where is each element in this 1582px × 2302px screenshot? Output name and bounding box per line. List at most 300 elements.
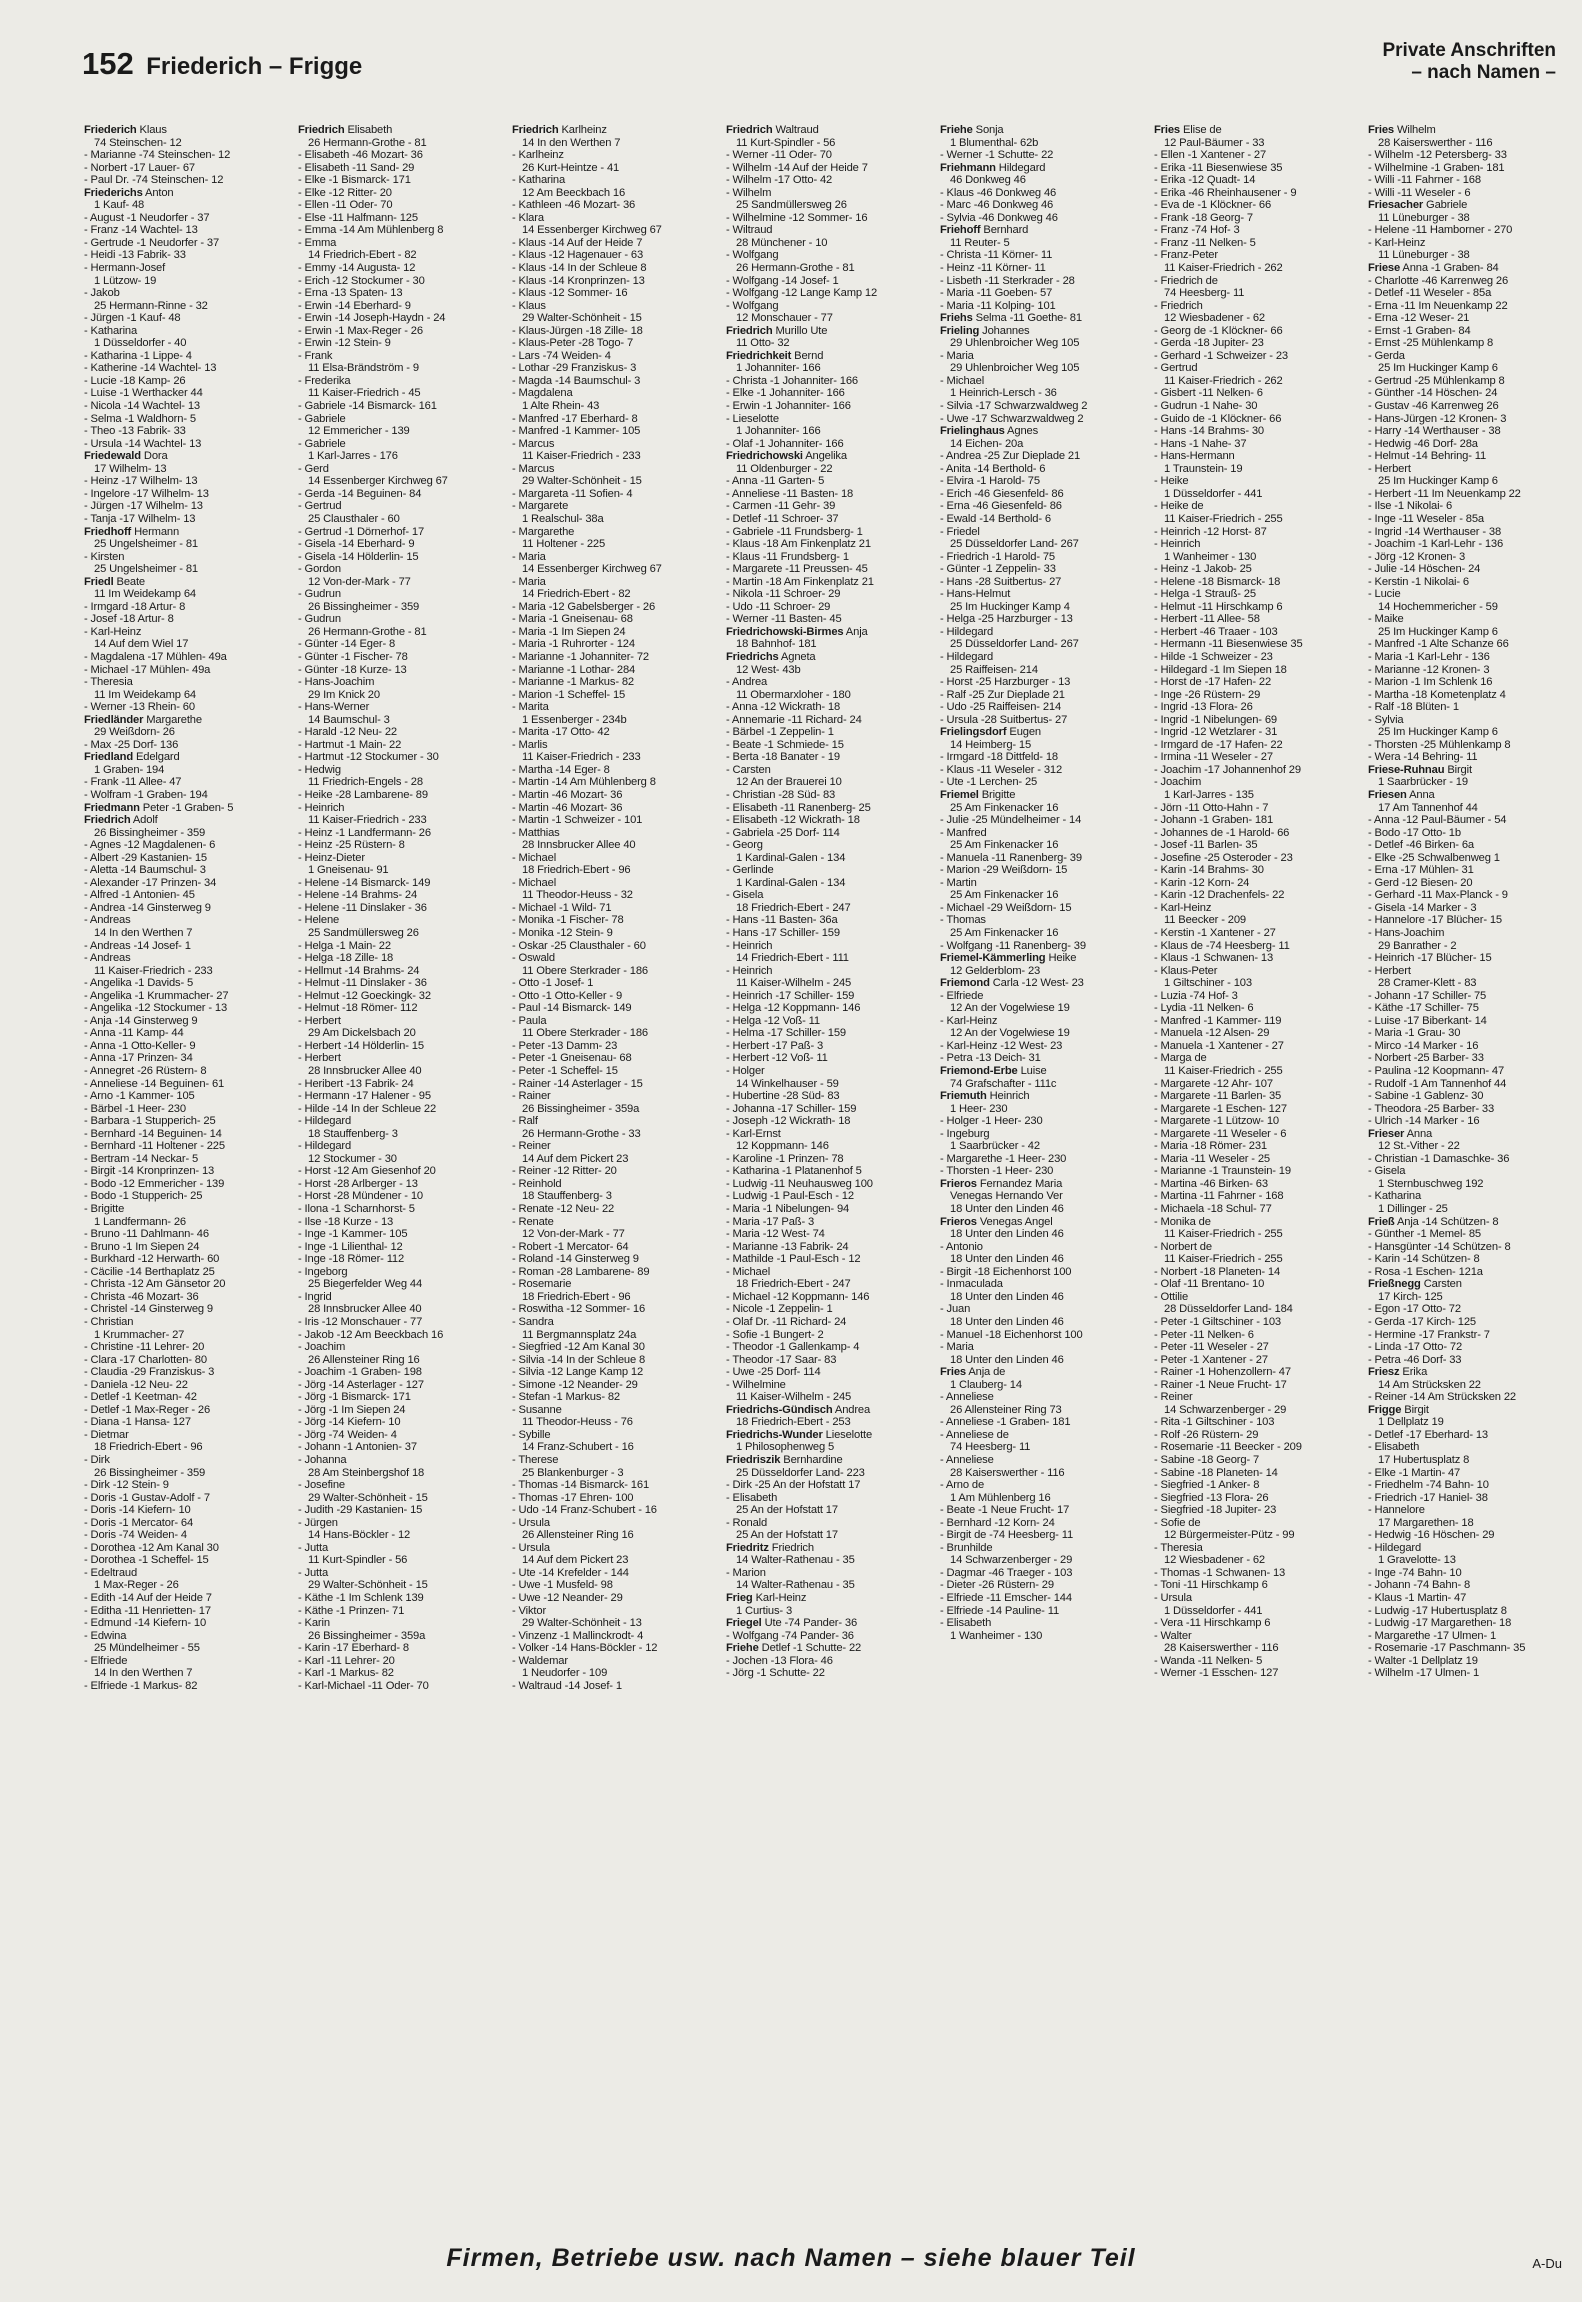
listing-entry: - Maike [1368, 613, 1404, 626]
listing-entry: - Ronald [726, 1516, 768, 1529]
listing-entry: - Detlef -1 Max-Reger - 26 [84, 1403, 211, 1416]
listing-entry: - Erich -12 Stockumer - 30 [298, 274, 425, 287]
listing-entry: - Sabine -18 Planeten- 14 [1154, 1466, 1278, 1479]
listing-entry: - Luzia -74 Hof- 3 [1154, 989, 1238, 1002]
listing-entry: - Elisabeth -11 Ranenberg- 25 [726, 801, 871, 814]
listing-entry: - Linda -17 Otto- 72 [1368, 1341, 1463, 1354]
listing-entry: 12 An der Brauerei 10 [736, 776, 842, 789]
listing-entry: - Karin [298, 1617, 330, 1630]
listing-entry: - Albert -29 Kastanien- 15 [84, 851, 207, 864]
listing-entry: 1 Düsseldorfer - 441 [1164, 1604, 1263, 1617]
listing-entry: - Therese [512, 1453, 559, 1466]
listing-entry: - Wilhelm -17 Ulmen- 1 [1368, 1667, 1480, 1680]
listing-entry: 25 Im Huckinger Kamp 6 [1378, 362, 1498, 375]
listing-entry: Fries Wilhelm [1368, 124, 1436, 136]
listing-entry: - Paulina -12 Koopmann- 47 [1368, 1065, 1505, 1078]
listing-entry: - Christian -28 Süd- 83 [726, 788, 836, 801]
listing-entry: - Birgit -14 Kronprinzen- 13 [84, 1165, 215, 1178]
listing-entry: - Werner -11 Basten- 45 [726, 613, 842, 626]
listing-entry: - Else -11 Halfmann- 125 [298, 211, 418, 224]
listing-entry: Friemel-Kämmerling Heike [940, 952, 1077, 965]
listing-entry: - Magdalena -17 Mühlen- 49a [84, 650, 227, 663]
listing-entry: - Irmgard de -17 Hafen- 22 [1154, 738, 1283, 751]
listing-entry: - Carsten [726, 763, 771, 776]
listing-entry: 14 Eichen- 20a [950, 437, 1024, 450]
listing-entry: 11 Otto- 32 [736, 337, 790, 350]
listing-entry: - Gerda -17 Kirch- 125 [1368, 1315, 1477, 1328]
listing-entry: - Michael -12 Koppmann- 146 [726, 1290, 870, 1303]
listing-entry: - Kerstin -1 Nikolai- 6 [1368, 575, 1469, 588]
page-number: 152 [82, 46, 134, 81]
listing-entry: - Erna -11 Im Neuenkamp 22 [1368, 299, 1508, 312]
listing-entry: - Werner -13 Rhein- 60 [84, 701, 195, 714]
listing-entry: - Gabriele -14 Bismarck- 161 [298, 400, 437, 413]
listing-entry: - Waltraud -14 Josef- 1 [512, 1679, 622, 1692]
listing-entry: 28 Innsbrucker Allee 40 [522, 839, 636, 852]
listing-entry: - Rainer [512, 1090, 551, 1103]
listing-entry: 74 Grafschafter - 111c [950, 1077, 1057, 1090]
listing-entry: - Marita -17 Otto- 42 [512, 726, 610, 739]
listing-entry: - Andreas [84, 914, 131, 927]
listing-entry: 1 Heer- 230 [950, 1102, 1008, 1115]
listing-entry: - Helmut -14 Behring- 11 [1368, 450, 1487, 463]
listing-entry: - Anna -12 Wickrath- 18 [726, 701, 841, 714]
listing-entry: - Jürgen [298, 1516, 338, 1529]
listing-entry: 17 Kirch- 125 [1378, 1290, 1443, 1303]
listing-entry: - Andrea -25 Zur Dieplade 21 [940, 450, 1081, 463]
listing-entry: - Volker -14 Hans-Böckler - 12 [512, 1642, 658, 1655]
listing-entry: - Maria -1 Karl-Lehr - 136 [1368, 650, 1490, 663]
listing-entry: - Edwina [84, 1629, 127, 1642]
column-1 [84, 124, 284, 1692]
listing-entry: 25 Im Huckinger Kamp 4 [950, 600, 1070, 613]
listing-entry: - Klaus de -74 Heesberg- 11 [1154, 939, 1290, 952]
listing-entry: Friedrichs-Gündisch Andrea [726, 1403, 871, 1416]
listing-entry: - Marianne -1 Johanniter- 72 [512, 650, 649, 663]
listing-entry: - Dorothea -12 Am Kanal 30 [84, 1541, 219, 1554]
listing-entry: - Gisela -14 Eberhard- 9 [298, 538, 415, 551]
listing-entry: - Marianne -1 Traunstein- 19 [1154, 1165, 1291, 1178]
listing-entry: - Erna -17 Mühlen- 31 [1368, 864, 1474, 877]
listing-entry: - Günter -1 Fischer- 78 [298, 650, 408, 663]
listing-entry: - Hilde -1 Schweizer - 23 [1154, 650, 1273, 663]
listing-entry: - Karl-Heinz [940, 1014, 998, 1027]
listing-entry: - Editha -11 Henrietten- 17 [84, 1604, 211, 1617]
listing-entry: 25 Im Huckinger Kamp 6 [1378, 475, 1498, 488]
listing-entry: Frigge Birgit [1368, 1403, 1429, 1416]
listing-entry: - Gertrude -1 Neudorfer - 37 [84, 236, 220, 249]
listing-entry: - Ernst -1 Graben- 84 [1368, 324, 1471, 337]
listing-entry: - Karl-Ernst [726, 1127, 781, 1140]
listing-entry: - Marianne -1 Markus- 82 [512, 676, 634, 689]
footer-code: A-Du [1532, 2256, 1562, 2271]
listing-entry: - Klaus-Jürgen -18 Zille- 18 [512, 324, 643, 337]
listing-entry: - Walter -1 Dellplatz 19 [1368, 1654, 1478, 1667]
listing-entry: - Franz -74 Hof- 3 [1154, 224, 1240, 237]
listing-entry: - Herbert -17 Paß- 3 [726, 1039, 824, 1052]
listing-entry: 14 Auf dem Pickert 23 [522, 1554, 629, 1567]
listing-entry: - Hans -17 Schiller- 159 [726, 927, 840, 939]
listing-entry: - Gabriele [298, 412, 346, 425]
listing-entry: - Otto -1 Otto-Keller - 9 [512, 989, 623, 1002]
listing-entry: - Theresia [84, 676, 133, 689]
listing-entry: - Marianne -1 Lothar- 284 [512, 663, 636, 676]
listing-entry: Friedewald Dora [84, 450, 168, 463]
listing-entry: - Manfred [940, 826, 987, 839]
listing-entry: 11 Kaiser-Friedrich - 255 [1164, 1253, 1283, 1266]
listing-entry: - Erich -46 Giesenfeld- 86 [940, 487, 1064, 500]
listing-entry: - Norbert -17 Lauer- 67 [84, 161, 195, 174]
listing-entry: - Marc -46 Donkweg 46 [940, 199, 1054, 212]
listing-entry: 18 Stauffenberg- 3 [522, 1190, 612, 1203]
listing-entry: 28 Kaiserswerther - 116 [950, 1466, 1065, 1479]
listing-entry: - Gabriele -11 Frundsberg- 1 [726, 525, 863, 538]
listing-entry: - Hermann -17 Halener - 95 [298, 1090, 431, 1103]
listing-entry: - Joachim [1154, 776, 1202, 789]
listing-entry: - Elisabeth [1368, 1441, 1420, 1454]
listing-entry: Friedmann Peter -1 Graben- 5 [84, 801, 234, 814]
name-range: Friederich – Frigge [146, 53, 363, 80]
listing-entry: - Katharina [512, 174, 566, 187]
listing-entry: - Mirco -14 Marker - 16 [1368, 1039, 1479, 1052]
listing-entry: - Hans -28 Suitbertus- 27 [940, 575, 1062, 588]
listing-entry: - Udo -25 Raiffeisen- 214 [940, 701, 1062, 714]
listing-entry: - Jörg -12 Kronen- 3 [1368, 550, 1466, 563]
listing-entry: - Margarete -11 Barlen- 35 [1154, 1090, 1282, 1103]
listing-entry: - Selma -1 Waldhorn- 5 [84, 412, 196, 425]
listing-entry: - Norbert de [1154, 1240, 1212, 1253]
listing-entry: - Dieter -26 Rüstern- 29 [940, 1579, 1054, 1592]
listing-entry: - Karl -11 Lehrer- 20 [298, 1654, 395, 1667]
listing-entry: 28 Innsbrucker Allee 40 [308, 1303, 422, 1316]
listing-entry: 26 Kurt-Heintze - 41 [522, 161, 620, 174]
listing-entry: 11 Theodor-Heuss - 76 [522, 1416, 633, 1429]
listing-entry: 29 Uhlenbroicher Weg 105 [950, 362, 1080, 375]
listing-entry: - Gabriela -25 Dorf- 114 [726, 826, 840, 839]
listing-entry: 25 An der Hofstatt 17 [736, 1529, 838, 1542]
listing-entry: - Hedwig -46 Dorf- 28a [1368, 437, 1478, 450]
listing-entry: 14 Friedrich-Ebert - 111 [736, 952, 849, 965]
listing-entry: - Luise -1 Werthacker 44 [84, 387, 203, 400]
listing-entry: - Ursula [512, 1541, 550, 1554]
listing-entry: - Karoline -1 Prinzen- 78 [726, 1152, 844, 1165]
listing-entry: - Annegret -26 Rüstern- 8 [84, 1065, 207, 1078]
listing-entry: - Christel -14 Ginsterweg 9 [84, 1303, 214, 1316]
listing-entry: - Marion -1 Im Schlenk 16 [1368, 676, 1493, 689]
listing-entry: 1 Philosophenweg 5 [736, 1441, 835, 1454]
listing-entry: - Ludwig -11 Neuhausweg 100 [726, 1177, 873, 1190]
listing-entry: - Hermann-Josef [84, 262, 166, 275]
listing-entry: - Inge -1 Kammer- 105 [298, 1228, 408, 1241]
listing-entry: - Doris -1 Gustav-Adolf - 7 [84, 1491, 210, 1504]
listing-entry: - Johann -74 Bahn- 8 [1368, 1579, 1471, 1592]
listing-entry: - Maria -1 Im Siepen 24 [512, 625, 626, 638]
listing-entry: 18 Bahnhof- 181 [736, 638, 817, 651]
listing-entry: - Michael [512, 851, 557, 864]
listing-entry: 28 Innsbrucker Allee 40 [308, 1065, 422, 1078]
listing-entry: - Oskar -25 Clausthaler - 60 [512, 939, 646, 952]
listing-entry: 1 Düsseldorfer - 441 [1164, 487, 1263, 500]
listing-entry: - Martin -1 Schweizer - 101 [512, 814, 643, 827]
listing-entry: - Andrea [726, 676, 768, 689]
listing-entry: - Detlef -11 Weseler - 85a [1368, 287, 1492, 300]
listing-entry: - Margarethe -1 Heer- 230 [940, 1152, 1067, 1165]
listing-entry: - Elke -1 Bismarck- 171 [298, 174, 411, 187]
listing-entry: - Karl-Heinz [1368, 236, 1426, 249]
listing-entry: - Edmund -14 Kiefern- 10 [84, 1617, 207, 1630]
listing-entry: - Heike de [1154, 500, 1204, 513]
listing-entry: - Heidi -13 Fabrik- 33 [84, 249, 186, 262]
listing-entry: - Maria -12 Gabelsberger - 26 [512, 600, 656, 613]
listing-entry: - Rosemarie -17 Paschmann- 35 [1368, 1642, 1526, 1655]
listing-entry: - Manuela -12 Alsen- 29 [1154, 1027, 1270, 1040]
section-subtitle: – nach Namen – [1411, 62, 1556, 83]
listing-entry: - Christa -46 Mozart- 36 [84, 1290, 199, 1303]
listing-entry: - Manfred -1 Kammer- 119 [1154, 1014, 1282, 1027]
listing-entry: - Margarete -1 Lützow- 10 [1154, 1115, 1279, 1128]
listing-entry: - Wolfgang [726, 249, 779, 262]
listing-entry: 1 Max-Reger - 26 [94, 1579, 179, 1592]
listing-entry: - Heinz -17 Wilhelm- 13 [84, 475, 198, 488]
listing-entry: 17 Wilhelm- 13 [94, 462, 167, 475]
listing-entry: 1 Alte Rhein- 43 [522, 400, 600, 413]
listing-entry: 1 Neudorfer - 109 [522, 1667, 608, 1680]
listing-entry: - Martin -46 Mozart- 36 [512, 801, 623, 814]
listing-entry: - Herbert [1368, 462, 1411, 475]
listing-entry: - Anna -11 Garten- 5 [726, 475, 825, 488]
listing-entry: - Hartmut -12 Stockumer - 30 [298, 751, 439, 764]
listing-entry: - Gerhard -1 Schweizer - 23 [1154, 349, 1288, 362]
listing-entry: - Thomas -17 Ehren- 100 [512, 1491, 634, 1504]
listing-entry: - Heinz -11 Körner- 11 [940, 262, 1046, 275]
listing-entry: - Helmut -18 Römer- 112 [298, 1002, 418, 1015]
listing-entry: - Hildegard [298, 1115, 352, 1128]
listing-entry: Friedrich Adolf [84, 814, 158, 827]
listing-entry: - Katharina -1 Platanenhof 5 [726, 1165, 862, 1178]
listing-entry: - Lucie -18 Kamp- 26 [84, 374, 186, 387]
listing-entry: - Irmina -11 Weseler - 27 [1154, 751, 1273, 764]
listing-entry: - Heribert -13 Fabrik- 24 [298, 1077, 414, 1090]
listing-entry: - Bertram -14 Neckar- 5 [84, 1152, 199, 1165]
listing-entry: - Elfriede [84, 1654, 128, 1667]
listing-entry: 12 Am Beeckbach 16 [522, 186, 626, 199]
listing-entry: - Magda -14 Baumschul- 3 [512, 374, 641, 387]
listing-entry: Friedriszik Bernhardine [726, 1453, 843, 1466]
listing-entry: - Heinrich -17 Schiller- 159 [726, 989, 855, 1002]
listing-entry: 14 Hochemmericher - 59 [1378, 600, 1498, 613]
listing-entry: - Anna -1 Otto-Keller- 9 [84, 1039, 196, 1052]
listing-entry: - Wolfgang -14 Josef- 1 [726, 274, 839, 287]
listing-entry: Frieß Anja -14 Schützen- 8 [1368, 1215, 1499, 1228]
listing-entry: - Günter -14 Eger- 8 [298, 638, 396, 651]
listing-entry: - Walter [1154, 1629, 1192, 1642]
listing-entry: - Andreas -14 Josef- 1 [84, 939, 191, 952]
listing-entry: - Margarete -12 Ahr- 107 [1154, 1077, 1273, 1090]
listing-entry: - Siegfried -1 Anker- 8 [1154, 1479, 1260, 1492]
listing-entry: - Bruno -1 Im Siepen 24 [84, 1240, 200, 1253]
listing-entry: - Ilse -18 Kurze - 13 [298, 1215, 394, 1228]
listing-entry: - Werner -1 Schutte- 22 [940, 149, 1054, 162]
listing-entry: - Gudrun [298, 588, 341, 601]
listing-entry: 12 Koppmann- 146 [736, 1140, 829, 1153]
listing-entry: Frieling Johannes [940, 324, 1030, 337]
listing-entry: - Michael [726, 1265, 771, 1278]
listing-entry: - Christa -1 Johanniter- 166 [726, 374, 858, 387]
listing-entry: - Maria -18 Römer- 231 [1154, 1140, 1267, 1153]
listing-entry: - Reiner [512, 1140, 551, 1153]
listing-entry: - Rosemarie -11 Beecker - 209 [1154, 1441, 1302, 1454]
listing-entry: - Uwe -17 Schwarzwaldweg 2 [940, 412, 1084, 425]
listing-entry: 14 Friedrich-Ebert - 82 [522, 588, 631, 601]
listing-entry: - Jochen -13 Flora- 46 [726, 1654, 833, 1667]
listing-entry: Friese Anna -1 Graben- 84 [1368, 262, 1499, 275]
listing-entry: - Sylvia -46 Donkweg 46 [940, 211, 1058, 224]
listing-entry: - Maria [512, 550, 546, 563]
listing-entry: - Hermann -11 Biesenwiese 35 [1154, 638, 1303, 651]
listing-entry: - Katharina -1 Lippe- 4 [84, 349, 192, 362]
listing-entry: 1 Landfermann- 26 [94, 1215, 186, 1228]
listing-entry: - Erna -12 Weser- 21 [1368, 312, 1470, 325]
listing-entry: - Martin -18 Am Finkenplatz 21 [726, 575, 874, 588]
listing-entry: - Wolfgang -11 Ranenberg- 39 [940, 939, 1086, 952]
listing-entry: - Aletta -14 Baumschul- 3 [84, 864, 206, 877]
listing-entry: 12 Paul-Bäumer - 33 [1164, 136, 1265, 149]
listing-entry: 1 Graben- 194 [94, 763, 165, 776]
listing-entry: Frieser Anna [1368, 1127, 1433, 1140]
listing-entry: Frieros Venegas Angel [940, 1215, 1053, 1228]
listing-entry: - Karin -17 Eberhard- 8 [298, 1642, 409, 1655]
listing-entry: - Lothar -29 Franziskus- 3 [512, 362, 637, 375]
listing-entry: 74 Heesberg- 11 [950, 1441, 1031, 1454]
listing-entry: 14 Walter-Rathenau - 35 [736, 1579, 855, 1592]
listing-entry: - Wilhelmine [726, 1378, 786, 1391]
listing-entry: - Sofie -1 Bungert- 2 [726, 1328, 824, 1341]
listing-entry: - Heinrich [726, 964, 773, 977]
listing-entry: Venegas Hernando Ver [950, 1190, 1063, 1203]
listing-entry: 1 Gravelotte- 13 [1378, 1554, 1456, 1567]
listing-entry: - Daniela -12 Neu- 22 [84, 1378, 188, 1391]
listing-entry: 1 Am Mühlenberg 16 [950, 1491, 1051, 1504]
listing-entry: - Hildegard [298, 1140, 352, 1153]
listing-entry: - Silvia -12 Lange Kamp 12 [512, 1366, 644, 1379]
listing-entry: 25 Am Finkenacker 16 [950, 839, 1059, 852]
listing-entry: - Petra -46 Dorf- 33 [1368, 1353, 1462, 1366]
listing-entry: - Margarete -1 Eschen- 127 [1154, 1102, 1287, 1115]
listing-entry: 18 Unter den Linden 46 [950, 1203, 1064, 1216]
listing-entry: Friemond-Erbe Luise [940, 1065, 1047, 1078]
listing-entry: - Wilhelmine -1 Graben- 181 [1368, 161, 1505, 174]
listing-entry: - Klaus -14 Kronprinzen- 13 [512, 274, 645, 287]
listing-entry: - Birgit -18 Eichenhorst 100 [940, 1265, 1072, 1278]
listing-entry: - Otto -1 Josef- 1 [512, 977, 594, 990]
listing-entry: - Uwe -25 Dorf- 114 [726, 1366, 821, 1379]
listing-entry: - Elke -1 Martin- 47 [1368, 1466, 1461, 1479]
listing-entry: - Käthe -17 Schiller- 75 [1368, 1002, 1479, 1015]
listing-entry: 1 Traunstein- 19 [1164, 462, 1243, 475]
listing-entry: Friedrich Karlheinz [512, 124, 607, 136]
listing-entry: 14 Franz-Schubert - 16 [522, 1441, 634, 1454]
listing-entry: 1 Giltschiner - 103 [1164, 977, 1252, 990]
listing-entry: - Helene -11 Dinslaker - 36 [298, 901, 427, 914]
listing-entry: - Marita [512, 701, 549, 714]
page-header-right [1382, 40, 1556, 84]
listing-entry: - Klaus -12 Sommer- 16 [512, 287, 628, 300]
listing-entry: - Angelika -1 Krummacher- 27 [84, 989, 229, 1002]
listing-entry: - Julie -14 Höschen- 24 [1368, 563, 1481, 576]
listing-entry: Friedl Beate [84, 575, 146, 588]
listing-entry: 26 Bissingheimer - 359 [94, 826, 206, 839]
listing-entry: - Ingrid -14 Werthauser - 38 [1368, 525, 1502, 538]
listing-entry: - Theresia [1154, 1541, 1203, 1554]
listing-entry: - Anneliese [940, 1453, 994, 1466]
listing-entry: - Gudrun [298, 613, 341, 626]
listing-entry: - Anneliese de [940, 1428, 1009, 1441]
listing-entry: - Georg de -1 Klöckner- 66 [1154, 324, 1283, 337]
listing-entry: 1 Johanniter- 166 [736, 362, 821, 375]
listing-entry: 14 Auf dem Pickert 23 [522, 1152, 629, 1165]
listing-entry: - Helga -12 Voß- 11 [726, 1014, 820, 1027]
listing-entry: - Wilhelm [726, 186, 772, 199]
listing-entry: 18 Unter den Linden 46 [950, 1290, 1064, 1303]
listing-entry: - Martin -46 Mozart- 36 [512, 788, 623, 801]
listing-entry: Friesacher Gabriele [1368, 199, 1468, 212]
listing-entry: - Rudolf -1 Am Tannenhof 44 [1368, 1077, 1507, 1090]
listing-entry: - Heinrich [298, 801, 345, 814]
listing-entry: - Manuela -1 Xantener - 27 [1154, 1039, 1284, 1052]
listing-entry: - Alexander -17 Prinzen- 34 [84, 876, 217, 889]
listing-entry: - Bodo -12 Emmericher - 139 [84, 1177, 225, 1190]
listing-entry: - Peter -11 Nelken- 6 [1154, 1328, 1254, 1341]
listing-entry: 11 Kaiser-Friedrich - 262 [1164, 262, 1283, 275]
listing-entry: - Helene -14 Bismarck- 149 [298, 876, 431, 889]
listing-entry: - Thorsten -25 Mühlenkamp 8 [1368, 738, 1511, 751]
listing-entry: - Toni -11 Hirschkamp 6 [1154, 1579, 1268, 1592]
listing-entry: 26 Allensteiner Ring 16 [522, 1529, 634, 1542]
listing-entry: - Jürgen -17 Wilhelm- 13 [84, 500, 203, 513]
listing-entry: 1 Blumenthal- 62b [950, 136, 1039, 149]
listing-entry: 14 Auf dem Wiel 17 [94, 638, 189, 651]
listing-entry: - Wolfgang -12 Lange Kamp 12 [726, 287, 878, 300]
listing-entry: - Thomas -1 Schwanen- 13 [1154, 1566, 1286, 1579]
listing-entry: - Gordon [298, 563, 341, 576]
listing-entry: Friehoff Bernhard [940, 224, 1029, 237]
listing-entry: - Margarete -11 Preussen- 45 [726, 563, 868, 576]
listing-entry: - Hans -14 Brahms- 30 [1154, 425, 1265, 438]
column-5 [940, 124, 1140, 1642]
listing-entry: Friesz Erika [1368, 1366, 1428, 1379]
listing-entry: - Dorothea -1 Scheffel- 15 [84, 1554, 209, 1567]
listing-entry: 25 Blankenburger - 3 [522, 1466, 624, 1479]
listing-entry: 11 Im Weidekamp 64 [94, 688, 196, 701]
listing-entry: - Doris -14 Kiefern- 10 [84, 1504, 191, 1517]
listing-entry: - Ursula [512, 1516, 550, 1529]
listing-entry: - Arno de [940, 1479, 985, 1492]
listing-entry: 26 Hermann-Grothe - 81 [736, 262, 855, 275]
listing-entry: Friemuth Heinrich [940, 1090, 1030, 1103]
listing-entry: 11 Kaiser-Friedrich - 233 [308, 814, 427, 827]
listing-entry: - Anneliese -11 Basten- 18 [726, 487, 854, 500]
listing-entry: - Udo -11 Schroer- 29 [726, 600, 831, 613]
listing-entry: Friedrich Elisabeth [298, 124, 393, 136]
listing-entry: - Peter -13 Damm- 23 [512, 1039, 618, 1052]
listing-entry: - Anneliese -1 Graben- 181 [940, 1416, 1071, 1429]
listing-entry: 1 Dillinger - 25 [1378, 1203, 1448, 1216]
listing-entry: - Heinz-Dieter [298, 851, 365, 864]
listing-entry: - Ingrid -13 Flora- 26 [1154, 701, 1253, 714]
listing-entry: - Gudrun -1 Nahe- 30 [1154, 400, 1258, 413]
listing-entry: - Martina -46 Birken- 63 [1154, 1177, 1268, 1190]
listing-entry: 11 Kaiser-Wilhelm - 245 [736, 977, 852, 990]
